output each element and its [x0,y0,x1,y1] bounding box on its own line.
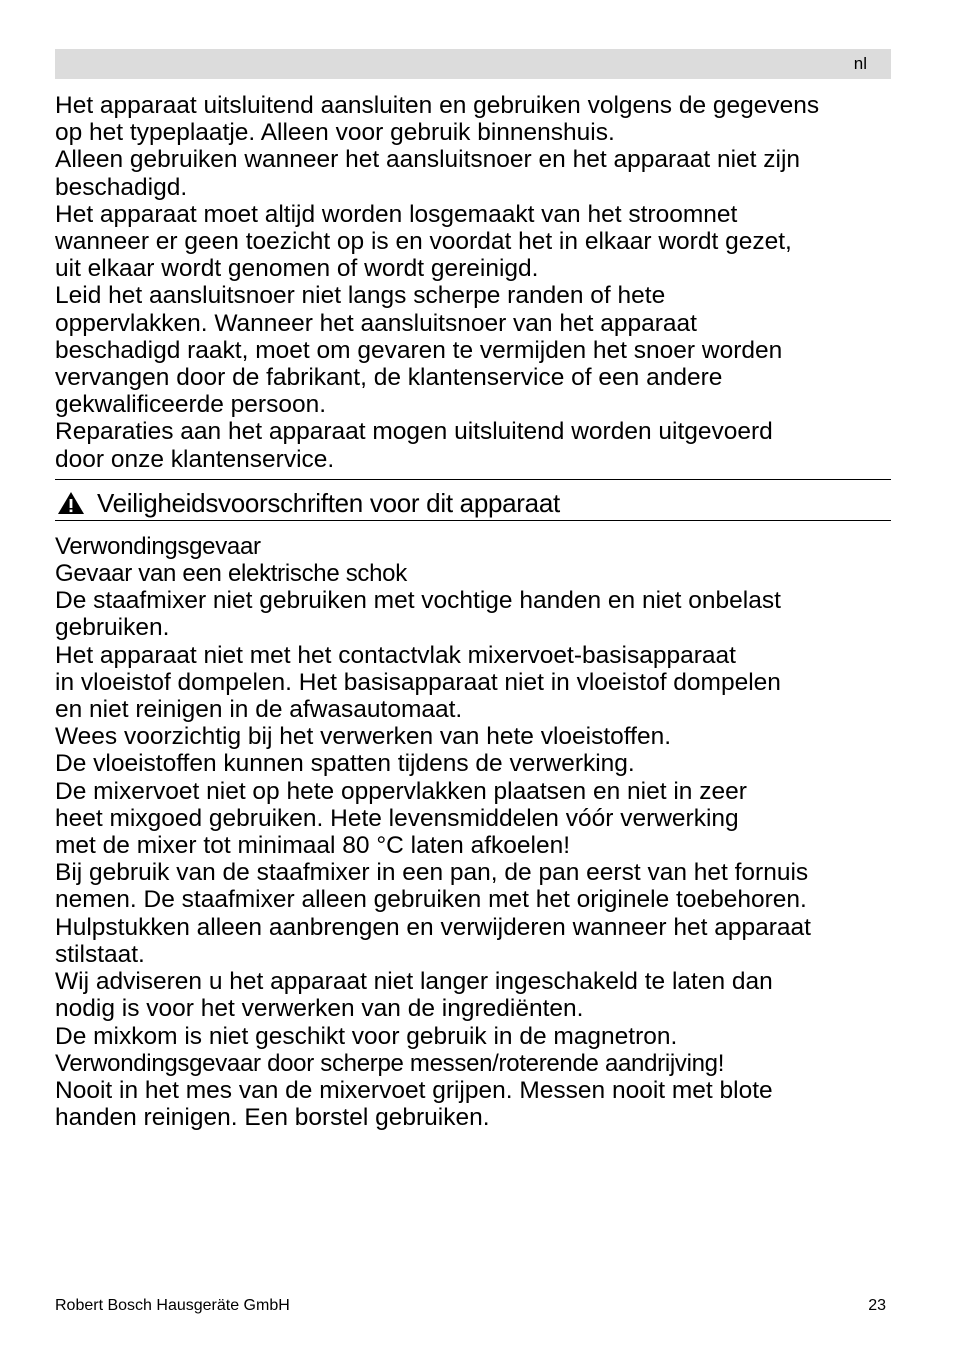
intro-paragraph: Het apparaat uitsluitend aansluiten en gebruiken volgens de gegevens op het typeplaatje. Alleen voor gebruik binnenshuis. [55,92,820,147]
intro-paragraph: Reparaties aan het apparaat mogen uitsluitend worden uitgevoerd door onze klantenservice. [55,418,773,473]
subheading-blade-hazard: Verwondingsgevaar door scherpe messen/roterende aandrijving! [55,1049,725,1077]
intro-paragraph: Alleen gebruiken wanneer het aansluitsnoer en het apparaat niet zijn beschadigd. [55,146,801,201]
page-content [55,92,891,1131]
safety-block [55,533,891,1131]
language-code: nl [853,54,867,73]
safety-paragraph: De mixkom is niet geschikt voor gebruik in de magnetron. [55,1022,678,1050]
subheading-injury-hazard: Verwondingsgevaar [55,532,261,560]
safety-paragraph: Bij gebruik van de staafmixer in een pan, de pan eerst van het fornuis nemen. De staafmixer alleen gebruiken met het originele toebehoren. [55,859,809,914]
intro-paragraph: Het apparaat moet altijd worden losgemaakt van het stroomnet wanneer er geen toezicht op is en voordat het in elkaar wordt gezet, uit elkaar wordt genomen of wordt gereinigd. [55,200,792,283]
warning-triangle-icon [57,491,85,515]
footer-page-number: 23 [868,1297,886,1314]
safety-paragraph: Wees voorzichtig bij het verwerken van hete vloeistoffen. De vloeistoffen kunnen spatten tijdens de verwerking. [55,723,672,778]
section-title: Veiligheidsvoorschriften voor dit apparaat [97,487,560,518]
intro-paragraph: Leid het aansluitsnoer niet langs scherpe randen of hete oppervlakken. Wanneer het aansluitsnoer van het apparaat beschadigd raakt, moet om gevaren te vermijden het snoer worden vervangen door de fabrikant, de klantenservice of een andere gekwalificeerde persoon. [55,282,783,419]
safety-final-paragraph: Nooit in het mes van de mixervoet grijpen. Messen nooit met blote handen reinigen. Een borstel gebruiken. [55,1076,773,1132]
safety-paragraph: Wij adviseren u het apparaat niet langer ingeschakeld te laten dan nodig is voor het verwerken van de ingrediënten. [55,968,773,1023]
safety-paragraph: Het apparaat niet met het contactvlak mixervoet-basisapparaat in vloeistof dompelen. Het basisapparaat niet in vloeistof dompelen en niet reinigen in de afwasautomaat. [55,641,781,724]
footer-company: Robert Bosch Hausgeräte GmbH [55,1297,290,1314]
language-bar [55,49,891,79]
safety-paragraph: Hulpstukken alleen aanbrengen en verwijderen wanneer het apparaat stilstaat. [55,913,811,968]
safety-paragraph: De mixervoet niet op hete oppervlakken plaatsen en niet in zeer heet mixgoed gebruiken. Hete levensmiddelen vóór verwerking met de mixer tot minimaal 80 °C laten afkoelen! [55,777,747,860]
safety-paragraph: De staafmixer niet gebruiken met vochtige handen en niet onbelast gebruiken. [55,587,781,642]
section-header [55,479,891,521]
subheading-electric-shock: Gevaar van een elektrische schok [55,560,407,588]
